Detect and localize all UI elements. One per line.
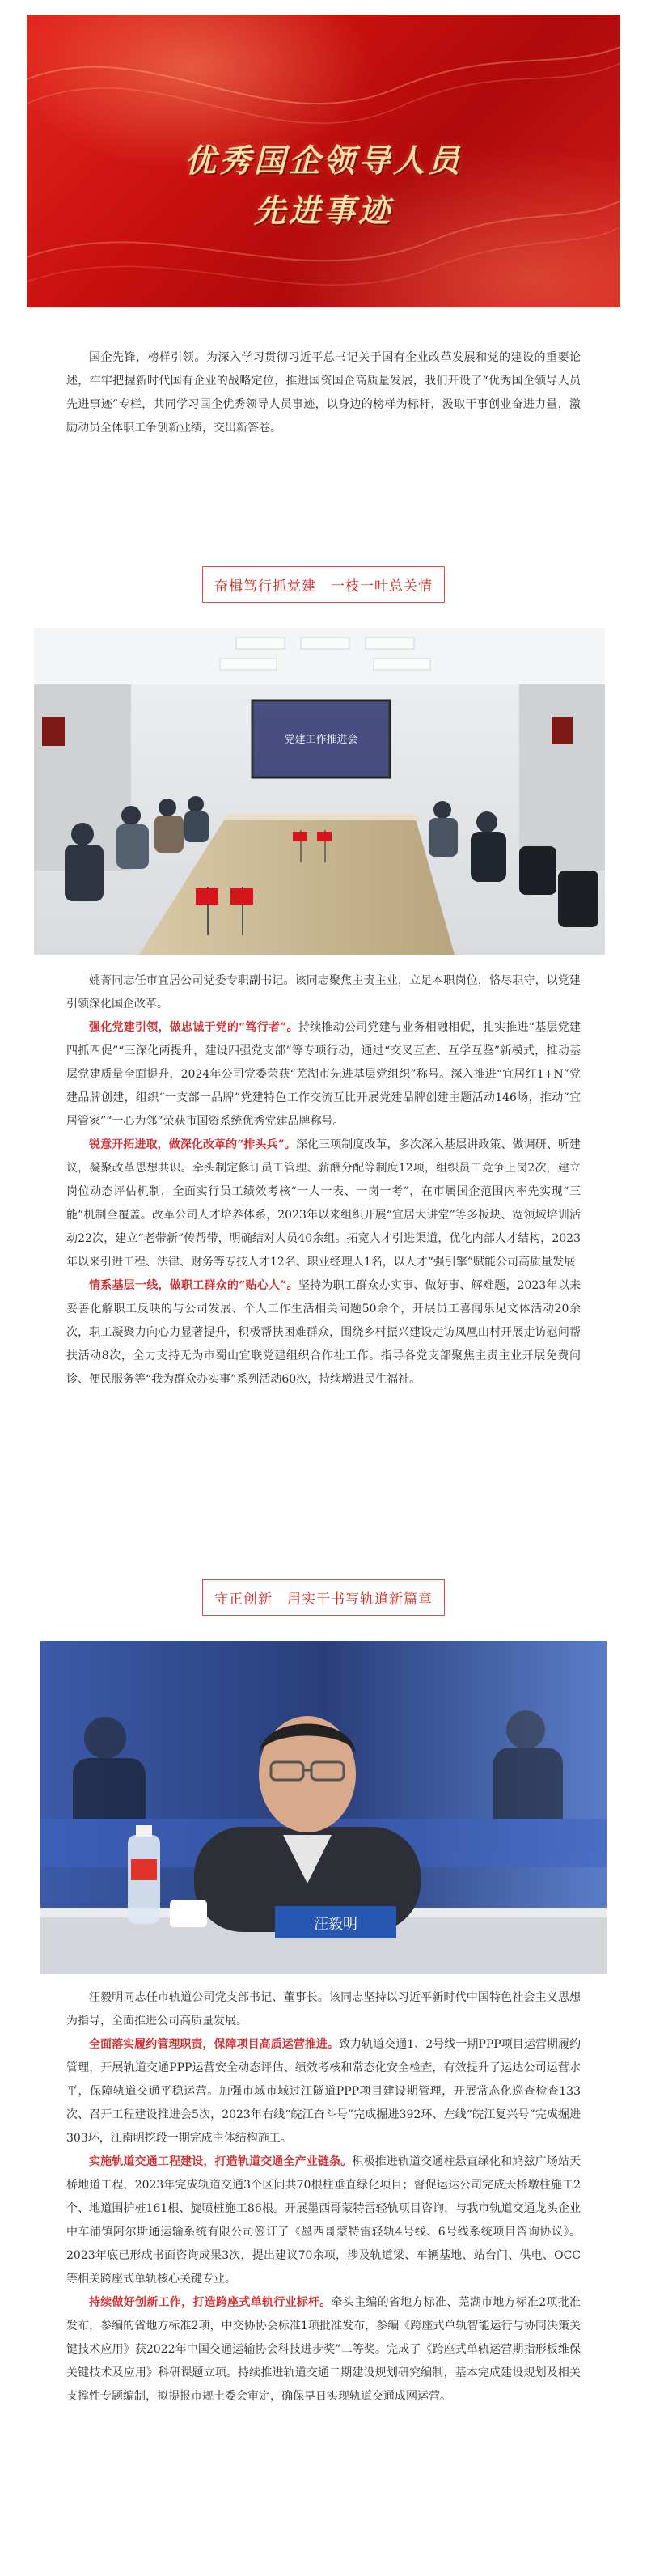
meeting-screen-text: 党建工作推进会 xyxy=(284,734,358,746)
section2-p1-body: 致力轨道交通1、2号线一期PPP项目运营期履约管理，开展轨道交通PPP运营安全动态评估、绩效考核和常态化安全检查，有效提升了运达公司运营水平，保障轨道交通平稳运营。加强市域市域过江隧道PPP项目建设期管理，开展常态化巡查检查133次、召开工程建设推进会5次，2023年右线“皖江奋斗号”完成掘进392环、左线“皖江复兴号”完成掘进303环，江南明挖段一期完成主体结构施工。 xyxy=(66,2038,581,2145)
section2-p1-lead: 全面落实履约管理职责，保障项目高质运营推进。 xyxy=(89,2038,340,2051)
section2-title xyxy=(0,1579,647,1615)
section2-body xyxy=(66,1986,581,2409)
section1-intro: 姚菁同志任市宜居公司党委专职副书记。该同志聚焦主责主业，立足本职岗位，恪尽职守，以党建引领深化国企改革。 xyxy=(66,974,581,1010)
section1-title-text: 奋楫笃行抓党建 一枝一叶总关情 xyxy=(202,566,445,603)
section1-p3-body: 坚持为职工群众办实事、做好事、解难题，2023年以来妥善化解职工反映的与公司发展、个人工作生活相关问题50余个，开展员工喜闻乐见文体活动20余次，职工凝聚力向心力显著提升，积极帮扶困难群众，围绕乡村振兴建设走访凤凰山村开展走访慰问帮扶活动8次，全力支持无为市蜀山宜联党建组织合作社工作。指导各党支部聚焦主责主业开展免费问诊、便民服务等“我为群众办实事”系列活动60次，持续增进民生福祉。 xyxy=(66,1279,581,1386)
nameplate-text: 汪毅明 xyxy=(314,1916,357,1933)
section1-paragraph3 xyxy=(66,1274,581,1392)
section2-paragraph3 xyxy=(66,2291,581,2409)
section2-p3-lead: 持续做好创新工作，打造跨座式单轨行业标杆。 xyxy=(89,2296,332,2309)
section1-title xyxy=(0,566,647,602)
section2-p3-body: 牵头主编的省地方标准、芜湖市地方标准2项批准发布，参编的省地方标准2项，中交协协会标准1项批准发布，参编《跨座式单轨智能运行与协同决策关键技术应用》获2022年中国交通运输协会科技进步奖”二等奖。完成了《跨座式单轨运营期指形板维保关键技术及应用》科研课题立项。持续推进轨道交通二期建设规划研究编制，基本完成建设规划及相关支撑性专题编制，拟提报市规土委会审定，确保早日实现轨道交通成网运营。 xyxy=(66,2296,581,2403)
banner-title-line1: 优秀国企领导人员 xyxy=(184,142,463,180)
section1-paragraph2 xyxy=(66,1133,581,1274)
section1-body xyxy=(66,969,581,1392)
section1-paragraph1 xyxy=(66,1016,581,1133)
intro-paragraph: 国企先锋，榜样引领。为深入学习贯彻习近平总书记关于国有企业改革发展和党的建设的重要论述，牢牢把握新时代国有企业的战略定位，推进国资国企高质量发展，我们开设了“优秀国企领导人员先进事迹”专栏，共同学习国企优秀领导人员事迹，以身边的榜样为标杆，汲取干事创业奋进力量，激励动员全体职工争创新业绩，交出新答卷。 xyxy=(66,351,581,434)
meeting-room-illustration xyxy=(34,628,605,955)
section1-p1-body: 持续推动公司党建与业务相融相促，扎实推进“基层党建四抓四促”“三深化两提升，建设四强党支部”等专项行动，通过“交叉互查、互学互鉴”新模式，推动基层党建质量全面提升，2024年公司党委荣获“芜湖市先进基层党组织”称号。深入推进“宜居红1+N”党建品牌创建，组织“一支部一品牌”党建特色工作交流互比开展党建品牌创建主题活动146场，推动“宜居管家”“一心为邻”荣获市国资系统优秀党建品牌称号。 xyxy=(66,1021,581,1128)
section1-p1-lead: 强化党建引领，做忠诚于党的“笃行者”。 xyxy=(89,1021,298,1034)
section1-p2-body: 深化三项制度改革，多次深入基层讲政策、做调研、听建议，凝聚改革思想共识。牵头制定修订员工管理、薪酬分配等制度12项，组织员工竞争上岗2次，建立岗位动态评估机制，全面实行员工绩效考核“一人一表、一岗一考”，在市属国企范围内率先实现“三能”机制全覆盖。改革公司人才培养体系，2023年以来组织开展“宜居大讲堂”等多板块、宽领域培训活动22次，建立“老带新”传帮带，明确结对人员40余组。拓宽人才引进渠道，优化内部人才结构，2023年以来引进工程、法律、财务等专技人才12名、职业经理人1名，以人才“强引擎”赋能公司高质量发展 xyxy=(66,1138,581,1269)
section2-paragraph1 xyxy=(66,2033,581,2150)
section2-title-text: 守正创新 用实干书写轨道新篇章 xyxy=(202,1579,445,1616)
banner-title xyxy=(27,136,620,236)
section1-p2-lead: 锐意开拓进取，做深化改革的“排头兵”。 xyxy=(89,1138,296,1151)
section2-p2-lead: 实施轨道交通工程建设，打造轨道交通全产业链条。 xyxy=(89,2155,353,2168)
section2-intro: 汪毅明同志任市轨道公司党支部书记、董事长。该同志坚持以习近平新时代中国特色社会主义思想为指导，全面推进公司高质量发展。 xyxy=(66,1991,581,2027)
banner-title-line2: 先进事迹 xyxy=(253,193,393,230)
section2-p2-body: 积极推进轨道交通柱悬直绿化和鸠兹广场站天桥地道工程，2023年完成轨道交通3个区间共70根柱垂直绿化项目；督促运达公司完成天桥墩柱施工2个、地道围护桩161根、旋喷桩施工86根。开展墨西哥蒙特雷轻轨项目咨询，与我市轨道交通龙头企业中车浦镇阿尔斯通运输系统有限公司签订了《墨西哥蒙特雷轻轨4号线、6号线系统项目咨询协议》。2023年底已形成书面咨询成果3次，提出建议70余项，涉及轨道梁、车辆基地、站台门、供电、OCC等相关跨座式单轨核心关键专业。 xyxy=(66,2155,581,2286)
speaker-illustration xyxy=(40,1641,607,1974)
section1-p3-lead: 情系基层一线，做职工群众的“贴心人”。 xyxy=(89,1279,298,1292)
section2-portrait-photo xyxy=(40,1641,607,1974)
section1-meeting-photo xyxy=(34,628,605,955)
header-banner xyxy=(27,15,620,307)
section2-paragraph2 xyxy=(66,2150,581,2291)
